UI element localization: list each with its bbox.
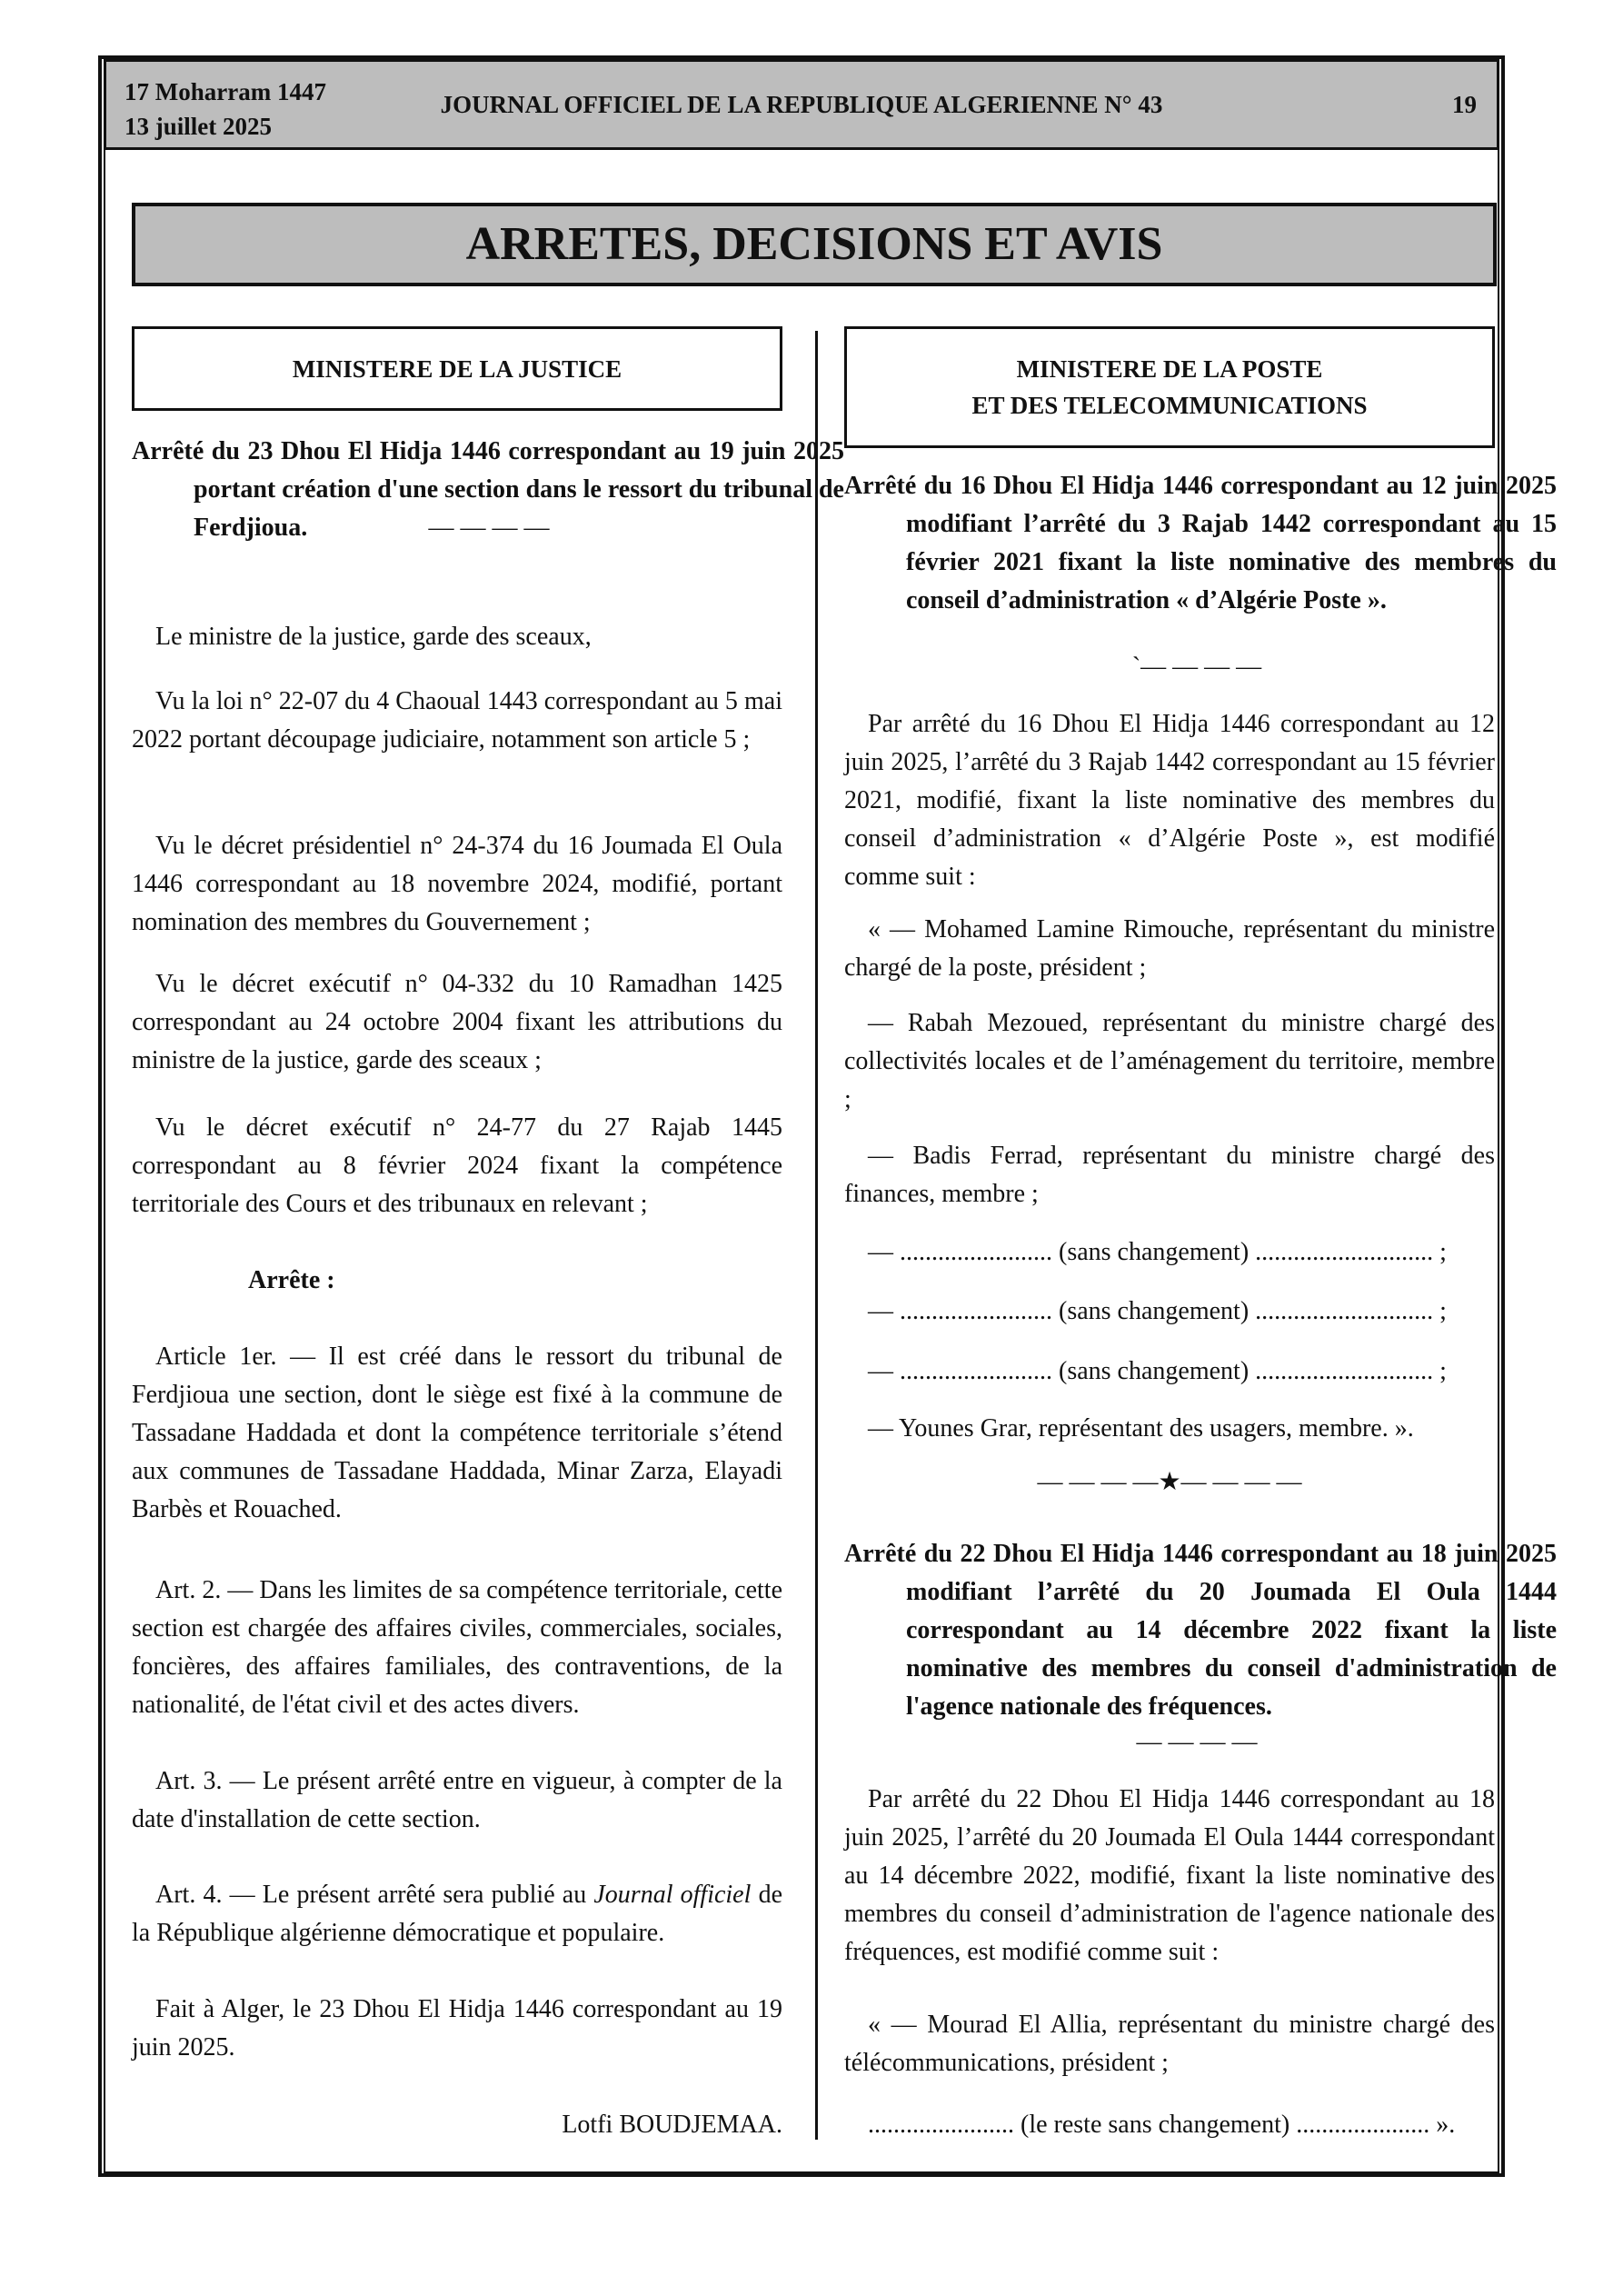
page-number: 19 [1452,91,1477,118]
ministry-name: MINISTERE DE LA JUSTICE [292,354,622,383]
visa-3: Vu le décret exécutif n° 04-332 du 10 Ramadhan 1425 correspondant au 24 octobre 2004 fixant les attributions du ministre de la justice, garde des sceaux ; [132,970,782,1074]
separator-1: `— — — — [1131,653,1262,681]
preamble-minister: Le ministre de la justice, garde des sceaux, [155,623,592,651]
separator-2: — — — — [1136,1728,1258,1756]
article-4 [132,1876,782,1952]
visa-1: Vu la loi n° 22-07 du 4 Chaoual 1443 correspondant au 5 mai 2022 portant découpage judiciaire, notamment son article 5 ; [132,687,782,754]
done-at: Fait à Alger, le 23 Dhou El Hidja 1446 correspondant au 19 juin 2025. [132,1995,782,2061]
member-6: — ........................ (sans changement) ............................ ; [868,1357,1447,1385]
hijri-date: 17 Moharram 1447 [124,78,326,105]
ministry-name-line2: ET DES TELECOMMUNICATIONS [971,392,1368,419]
member-5: — ........................ (sans changement) ............................ ; [868,1297,1447,1325]
article-2: Art. 2. — Dans les limites de sa compétence territoriale, cette section est chargée des affaires civiles, commerciales, sociales, foncières, des affaires familiales, des contraventions, de la nationalité, de l'état civil et des actes divers. [132,1576,782,1719]
member-president: « — Mourad El Allia, représentant du ministre chargé des télécommunications, président ; [844,2011,1495,2077]
star-separator: — — — —★— — — — [1037,1468,1302,1496]
ministry-poste-box [844,326,1495,448]
member-7: — Younes Grar, représentant des usagers, membre. ». [868,1414,1414,1442]
decree-body-2: Par arrêté du 22 Dhou El Hidja 1446 correspondant au 18 juin 2025, l’arrêté du 20 Joumada El Oula 1444 correspondant au 14 décembre 2022, modifié, fixant la liste nominative des membres du conseil d’administration de l'agence nationale des fréquences, est modifié comme suit : [844,1785,1495,1966]
member-2: — Rabah Mezoued, représentant du ministre chargé des collectivités locales et de l’aménagement du territoire, membre ; [844,1009,1495,1113]
article-4-text: Art. 4. — Le présent arrêté sera publié au [155,1881,594,1909]
rest-unchanged: ....................... (le reste sans changement) ..................... ». [868,2111,1456,2139]
visa-4: Vu le décret exécutif n° 24-77 du 27 Rajab 1445 correspondant au 8 février 2024 fixant la compétence territoriale des Cours et des tribunaux en relevant ; [132,1113,782,1218]
signature: Lotfi BOUDJEMAA. [562,2111,782,2139]
article-4-text-end: de la République algérienne démocratique et populaire. [132,1881,782,1947]
decree-heading-1: Arrêté du 16 Dhou El Hidja 1446 correspondant au 12 juin 2025 modifiant l’arrêté du 3 Rajab 1442 correspondant au 15 février 2021 fixant la liste nominative des membres du conseil d’administration « d’Algérie Poste ». [844,472,1557,614]
column-divider [815,331,818,2140]
decree-heading-2: Arrêté du 22 Dhou El Hidja 1446 correspondant au 18 juin 2025 modifiant l’arrêté du 20 Joumada El Oula 1444 correspondant au 14 décembre 2022 fixant la liste nominative des membres du conseil d'administration de l'agence nationale des fréquences. [844,1540,1557,1721]
ministry-justice-box [132,326,782,411]
member-3: — Badis Ferrad, représentant du ministre chargé des finances, membre ; [844,1142,1495,1208]
ministry-name-line1: MINISTERE DE LA POSTE [1016,355,1323,383]
gregorian-date: 13 juillet 2025 [124,113,272,140]
article-1: Article 1er. — Il est créé dans le ressort du tribunal de Ferdjioua une section, dont le siège est fixé à la commune de Tassadane Haddada et dont la compétence territoriale s’étend aux communes de Tassadane Haddada, Minar Zarza, Elayadi Barbès et Rouached. [132,1343,782,1523]
arrete-label: Arrête : [248,1266,335,1294]
member-4: — ........................ (sans changement) ............................ ; [868,1238,1447,1266]
decree-body-1: Par arrêté du 16 Dhou El Hidja 1446 correspondant au 12 juin 2025, l’arrêté du 3 Rajab 1442 correspondant au 15 février 2021, modifié, fixant la liste nominative des membres du conseil d’administration « d’Algérie Poste », est modifié comme suit : [844,710,1495,891]
visa-2: Vu le décret présidentiel n° 24-374 du 16 Joumada El Oula 1446 correspondant au 18 novembre 2024, modifié, portant nomination des membres du Gouvernement ; [132,832,782,936]
journal-header [104,59,1499,150]
article-3: Art. 3. — Le présent arrêté entre en vigueur, à compter de la date d'installation de cette section. [132,1767,782,1833]
journal-officiel-italic: Journal officiel [593,1881,752,1909]
decree-heading: Arrêté du 23 Dhou El Hidja 1446 correspondant au 19 juin 2025 portant création d'une section dans le ressort du tribunal de Ferdjioua. [132,437,844,542]
journal-title: JOURNAL OFFICIEL DE LA REPUBLIQUE ALGERIENNE N° 43 [440,91,1163,118]
section-title: ARRETES, DECISIONS ET AVIS [132,203,1497,286]
member-1: « — Mohamed Lamine Rimouche, représentant du ministre chargé de la poste, président ; [844,915,1495,982]
separator: — — — — [428,514,550,542]
